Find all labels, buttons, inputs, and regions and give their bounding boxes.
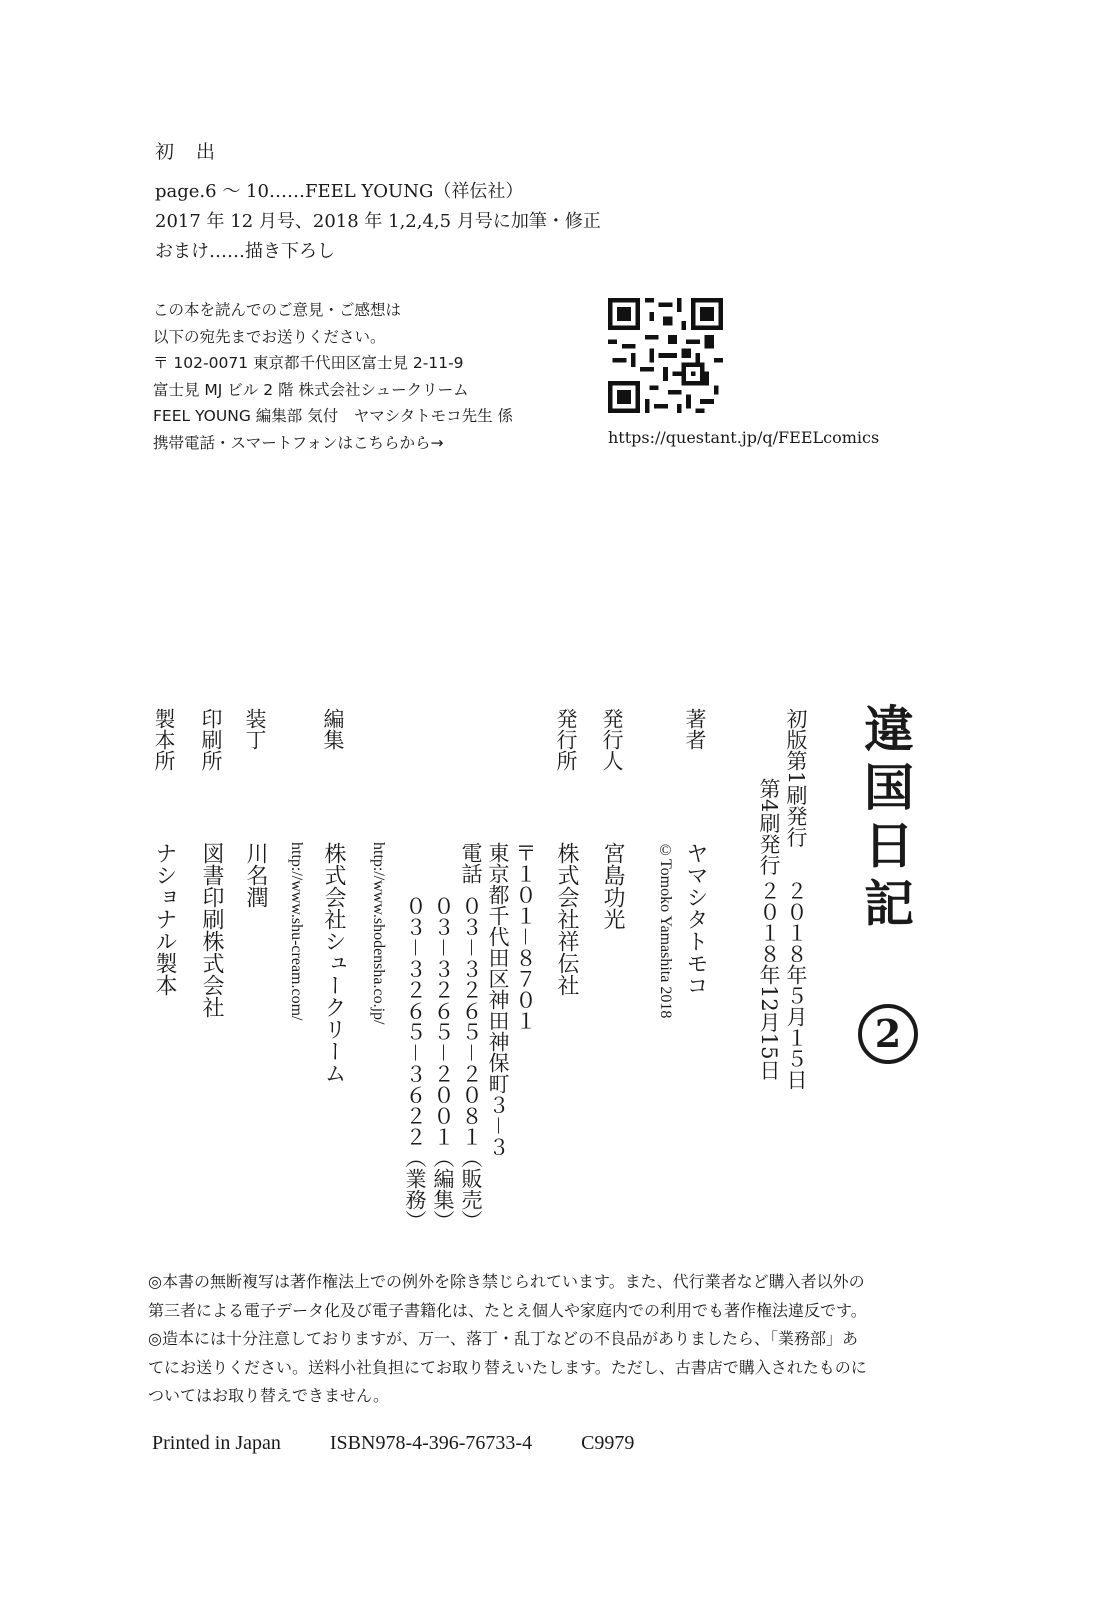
first-publication-line: page.6 〜 10……FEEL YOUNG（祥伝社） xyxy=(155,181,524,202)
note-line: 第三者による電子データ化及び電子書籍化は、たとえ個人や家庭内での利用でも著作権法違反です。 xyxy=(148,1300,867,1320)
publisher-person-label: 発行人 xyxy=(600,708,624,771)
first-edition-label: 初版第1刷発行 xyxy=(784,708,808,848)
binder-name: ナショナル製本 xyxy=(152,842,177,996)
phone-editorial: ０３－３２６５－２００１（編集） xyxy=(431,895,455,1231)
note-line: ◎本書の無断複写は著作権法上での例外を除き禁じられています。また、代行業者など購入者以外の xyxy=(148,1272,865,1291)
qr-url[interactable]: https://questant.jp/q/FEELcomics xyxy=(608,428,880,447)
publisher-postal: 〒１０１－８７０１ xyxy=(513,842,537,1031)
legal-notes xyxy=(148,1268,958,1411)
publisher-label: 発行所 xyxy=(554,708,578,771)
contact-block xyxy=(153,297,513,456)
fourth-print-label: 第4刷発行 xyxy=(757,778,781,876)
printer-label: 印刷所 xyxy=(199,708,223,771)
first-publication-line: おまけ……描き下ろし xyxy=(155,241,335,262)
footer xyxy=(152,1432,678,1455)
contact-line: 携帯電話・スマートフォンはこちらから→ xyxy=(153,433,444,452)
book-title: 違国日記 xyxy=(856,703,915,935)
first-publication-heading: 初 出 xyxy=(155,141,224,163)
first-publication-line: 2017 年 12 月号、2018 年 1,2,4,5 月号に加筆・修正 xyxy=(155,211,601,232)
fourth-print-date: ２０１８年12月15日 xyxy=(757,880,781,1081)
contact-line: 〒 102-0071 東京都千代田区富士見 2-11-9 xyxy=(153,354,464,372)
printer-name: 図書印刷株式会社 xyxy=(199,842,224,1018)
classification-code: C9979 xyxy=(581,1432,635,1454)
design-name: 川名潤 xyxy=(243,842,268,908)
phone-label: 電話 xyxy=(459,842,483,884)
publisher-person: 宮島功光 xyxy=(600,842,625,930)
note-line: ◎造本には十分注意しておりますが、万一、落丁・乱丁などの不良品がありましたら、「業務部」あ xyxy=(148,1329,858,1348)
note-line: てにお送りください。送料小社負担にてお取り替えいたします。ただし、古書店で購入されたものに xyxy=(148,1357,867,1377)
design-label: 装丁 xyxy=(243,708,267,750)
author-label: 著者 xyxy=(683,708,707,750)
contact-line: 富士見 MJ ビル 2 階 株式会社シュークリーム xyxy=(153,380,469,399)
contact-line: この本を読んでのご意見・ご感想は xyxy=(153,301,402,319)
phone-business: ０３－３２６５－３６２２（業務） xyxy=(403,895,427,1231)
copyright: ©Tomoko Yamashita 2018 xyxy=(657,842,674,1019)
publisher-address: 東京都千代田区神田神保町３－３ xyxy=(486,842,510,1157)
publisher-name: 株式会社祥伝社 xyxy=(554,842,579,996)
note-line: ついてはお取り替えできません。 xyxy=(148,1386,389,1405)
first-publication-lines xyxy=(155,177,601,267)
editor-label: 編集 xyxy=(321,708,345,750)
binder-label: 製本所 xyxy=(152,708,176,771)
contact-line: 以下の宛先までお送りください。 xyxy=(153,327,386,346)
editor-url[interactable]: http://www.shu-cream.com/ xyxy=(288,842,305,1021)
editor-name: 株式会社シュークリーム xyxy=(321,842,346,1084)
isbn: ISBN978-4-396-76733-4 xyxy=(329,1432,533,1454)
qr-code-icon[interactable] xyxy=(608,298,723,413)
phone-sales: ０３－３２６５－２０８１（販売） xyxy=(459,895,483,1231)
volume-number: 2 xyxy=(858,1004,918,1064)
publisher-url[interactable]: http://www.shodensha.co.jp/ xyxy=(370,842,387,1025)
first-edition-date: ２０１８年５月１５日 xyxy=(784,880,808,1090)
contact-line: FEEL YOUNG 編集部 気付 ヤマシタトモコ先生 係 xyxy=(153,407,513,425)
printed-in: Printed in Japan xyxy=(152,1432,281,1454)
author-name: ヤマシタトモコ xyxy=(683,842,708,996)
